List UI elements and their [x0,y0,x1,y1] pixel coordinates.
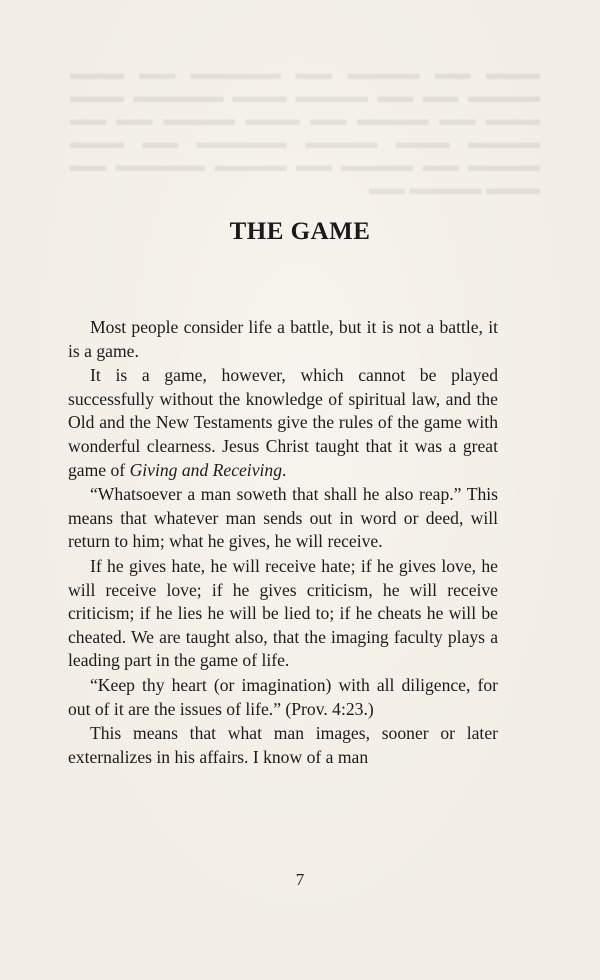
paragraph-2 [68,364,498,482]
chapter-title: THE GAME [229,218,371,245]
paragraph-3: “Whatsoever a man soweth that shall he also reap.” This means that whatever man sends out in word or deed, will return to him; what he gives, he will receive. [68,484,498,552]
paragraph-2-text: It is a game, however, which cannot be played successfully without the knowledge of spiritual law, and the Old and the New Testaments give the rules of the game with wonderful clearness. Jesus Christ taught that it was a great game of [68,365,498,480]
paragraph-5: “Keep thy heart (or imagination) with all diligence, for out of it are the issues of life.” (Prov. 4:23.) [68,674,498,719]
paragraph-1: Most people consider life a battle, but it is not a battle, it is a game. [68,317,498,361]
paragraph-4: If he gives hate, he will receive hate; if he gives love, he will receive love; if he gives criticism, he will receive criticism; if he lies he will be lied to; if he cheats he will be cheated. We are taught also, that the imaging faculty plays a leading part in the game of life. [68,555,498,671]
paragraph-6: This means that what man images, sooner or later externalizes in his affairs. I know of a man [68,723,498,767]
emphasis-text: Giving and Receiving [129,459,282,480]
emphasis-suffix: . [282,459,287,480]
body-text [68,316,498,769]
show-through-texture: ▬▬▬ ▬▬ ▬▬▬▬ ▬▬ ▬▬▬▬▬ ▬▬ ▬▬▬ ▬▬▬▬ ▬▬ ▬▬ ▬▬▬▬ ▬▬▬ ▬▬▬▬▬ ▬▬▬ ▬▬▬ ▬▬ ▬▬▬▬ ▬▬ ▬▬▬ ▬▬▬▬ ▬▬ ▬▬ ▬▬▬▬ ▬▬▬ ▬▬▬▬ ▬▬▬▬▬ ▬▬ ▬▬▬ ▬▬▬▬ ▬▬ ▬▬▬▬ ▬▬ ▬▬▬▬ ▬▬▬▬▬ ▬▬ ▬▬▬ ▬▬▬▬ ▬▬ [70,63,540,198]
page-number: 7 [295,870,305,889]
